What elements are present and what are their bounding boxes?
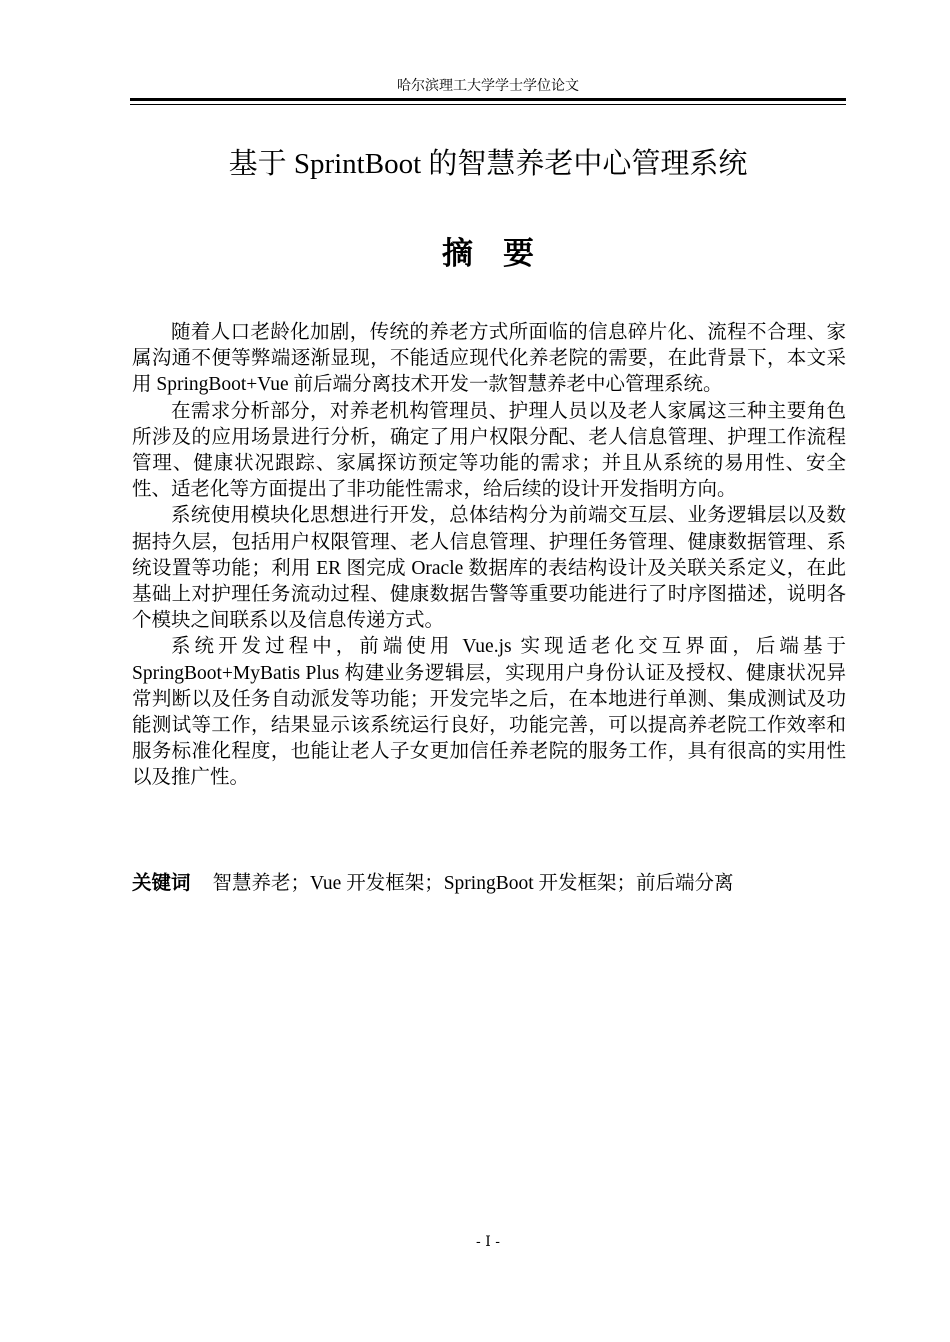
paper-title: 基于 SprintBoot 的智慧养老中心管理系统 xyxy=(228,148,748,180)
abstract-paragraph: 在需求分析部分，对养老机构管理员、护理人员以及老人家属这三种主要角色所涉及的应用场景进行分析，确定了用户权限分配、老人信息管理、护理工作流程管理、健康状况跟踪、家属探访预定等功能的需求；并且从系统的易用性、安全性、适老化等方面提出了非功能性需求，给后续的设计开发指明方向。 xyxy=(132,400,846,501)
abstract-body xyxy=(132,320,846,792)
abstract-paragraph: 随着人口老龄化加剧，传统的养老方式所面临的信息碎片化、流程不合理、家属沟通不便等弊端逐渐显现，不能适应现代化养老院的需要，在此背景下，本文采用 SpringBoot+Vue 前后端分离技术开发一款智慧养老中心管理系统。 xyxy=(132,322,846,396)
page-number: - I - xyxy=(476,1234,500,1250)
keywords-text: 智慧养老；Vue 开发框架；SpringBoot 开发框架；前后端分离 xyxy=(212,873,734,894)
header-rule xyxy=(130,98,846,105)
abstract-paragraph: 系统开发过程中，前端使用 Vue.js 实现适老化交互界面，后端基于 SpringBoot+MyBatis Plus 构建业务逻辑层，实现用户身份认证及授权、健康状况异常判断以及任务自动派发等功能；开发完毕之后，在本地进行单测、集成测试及功能测试等工作，结果显示该系统运行良好，功能完善，可以提高养老院工作效率和服务标准化程度，也能让老人子女更加信任养老院的服务工作，具有很高的实用性以及推广性。 xyxy=(132,636,846,789)
running-header: 哈尔滨理工大学学士学位论文 xyxy=(397,78,579,94)
abstract-heading: 摘要 xyxy=(442,236,564,272)
abstract-paragraph: 系统使用模块化思想进行开发，总体结构分为前端交互层、业务逻辑层以及数据持久层，包括用户权限管理、老人信息管理、护理任务管理、健康数据管理、系统设置等功能；利用 ER 图完成 Oracle 数据库的表结构设计及关联关系定义，在此基础上对护理任务流动过程、健康数据告警等重要功能进行了时序图描述，说明各个模块之间联系以及信息传递方式。 xyxy=(132,505,846,632)
keywords-line xyxy=(132,870,846,897)
keywords-label: 关键词 xyxy=(132,871,191,894)
